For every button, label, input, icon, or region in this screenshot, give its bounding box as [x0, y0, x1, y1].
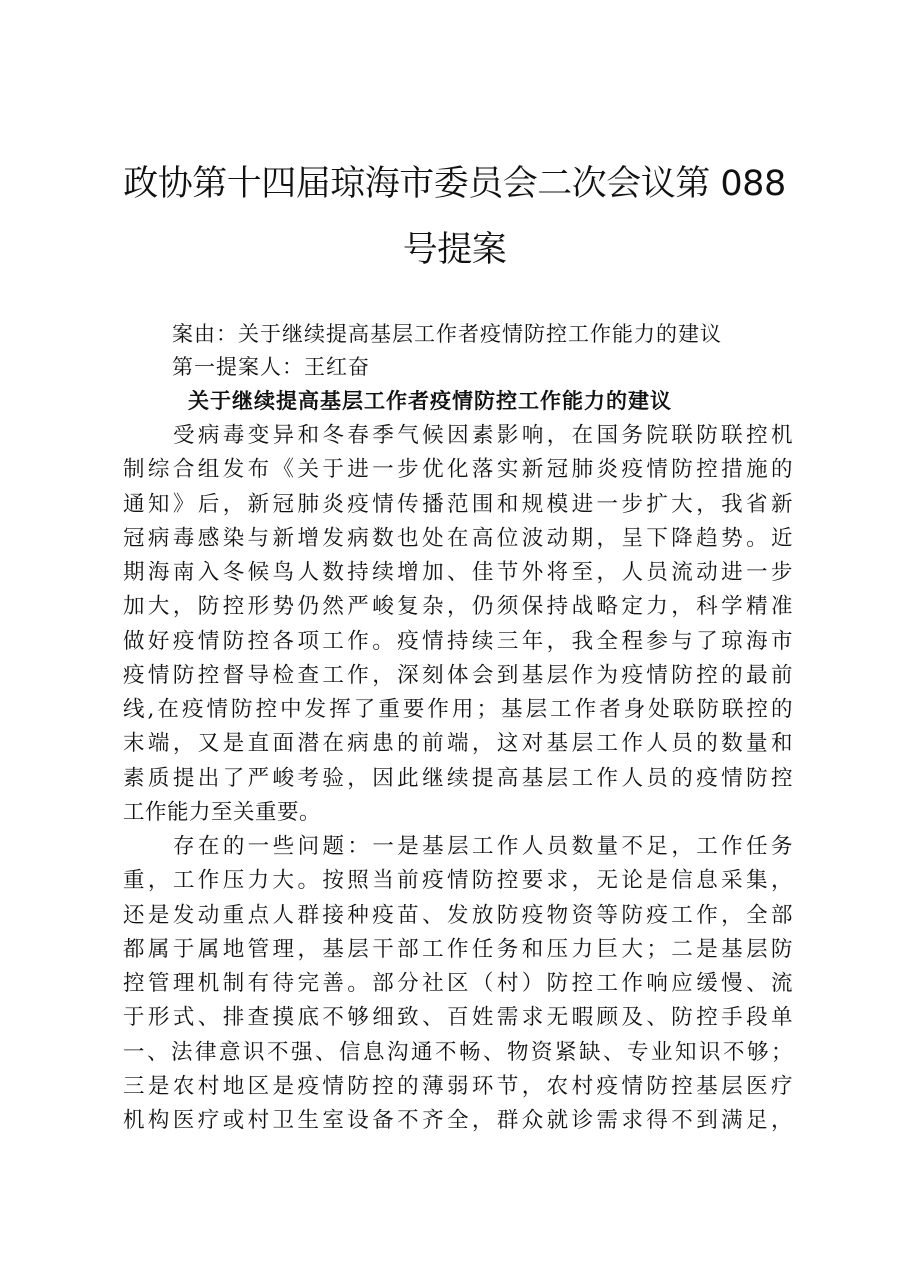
- body-line: 冠病毒感染与新增发病数也处在高位波动期，呈下降趋势。近: [123, 525, 793, 551]
- body-line: 机构医疗或村卫生室设备不齐全，群众就诊需求得不到满足，: [123, 1108, 793, 1133]
- body-line: 工作能力至关重要。: [123, 799, 322, 825]
- body-line: 于形式、排查摸底不够细致、百姓需求无暇顾及、防控手段单: [123, 1005, 793, 1031]
- document-title-line-1: 政协第十四届琼海市委员会二次会议第 088: [123, 164, 786, 204]
- body-line: 重，工作压力大。按照当前疫情防控要求，无论是信息采集，: [123, 868, 793, 894]
- body-line: 素质提出了严峻考验，因此继续提高基层工作人员的疫情防控: [123, 765, 793, 791]
- body-line: 控管理机制有待完善。部分社区（村）防控工作响应缓慢、流: [123, 971, 793, 996]
- proposal-subtitle: 关于继续提高基层工作者疫情防控工作能力的建议: [188, 388, 672, 413]
- body-line: 线,在疫情防控中发挥了重要作用；基层工作者身处联防联控的: [123, 697, 793, 722]
- body-line: 通知》后，新冠肺炎疫情传播范围和规模进一步扩大，我省新: [123, 491, 793, 517]
- body-line: 受病毒变异和冬春季气候因素影响，在国务院联防联控机: [173, 423, 793, 448]
- body-line: 做好疫情防控各项工作。疫情持续三年，我全程参与了琼海市: [123, 628, 793, 654]
- document-body: [123, 419, 793, 1138]
- body-line: 都属于属地管理，基层干部工作任务和压力巨大；二是基层防: [123, 936, 793, 962]
- document-title-line-2: 号提案: [402, 230, 507, 270]
- body-line: 一、法律意识不强、信息沟通不畅、物资紧缺、专业知识不够；: [123, 1039, 793, 1065]
- body-line: 加大，防控形势仍然严峻复杂，仍须保持战略定力，科学精准: [123, 594, 793, 620]
- body-line: 制综合组发布《关于进一步优化落实新冠肺炎疫情防控措施的: [123, 457, 793, 483]
- body-line: 期海南入冬候鸟人数持续增加、佳节外将至，人员流动进一步: [123, 560, 793, 585]
- proposal-author: 第一提案人：王红奋: [172, 355, 370, 379]
- body-line: 还是发动重点人群接种疫苗、发放防疫物资等防疫工作，全部: [123, 902, 793, 928]
- body-line: 末端，又是直面潜在病患的前端，这对基层工作人员的数量和: [123, 731, 793, 757]
- proposal-reason: 案由：关于继续提高基层工作者疫情防控工作能力的建议: [172, 322, 722, 346]
- body-line: 疫情防控督导检查工作，深刻体会到基层作为疫情防控的最前: [123, 662, 793, 688]
- body-line: 三是农村地区是疫情防控的薄弱环节，农村疫情防控基层医疗: [123, 1073, 793, 1099]
- body-line: 存在的一些问题：一是基层工作人员数量不足，工作任务: [173, 834, 793, 859]
